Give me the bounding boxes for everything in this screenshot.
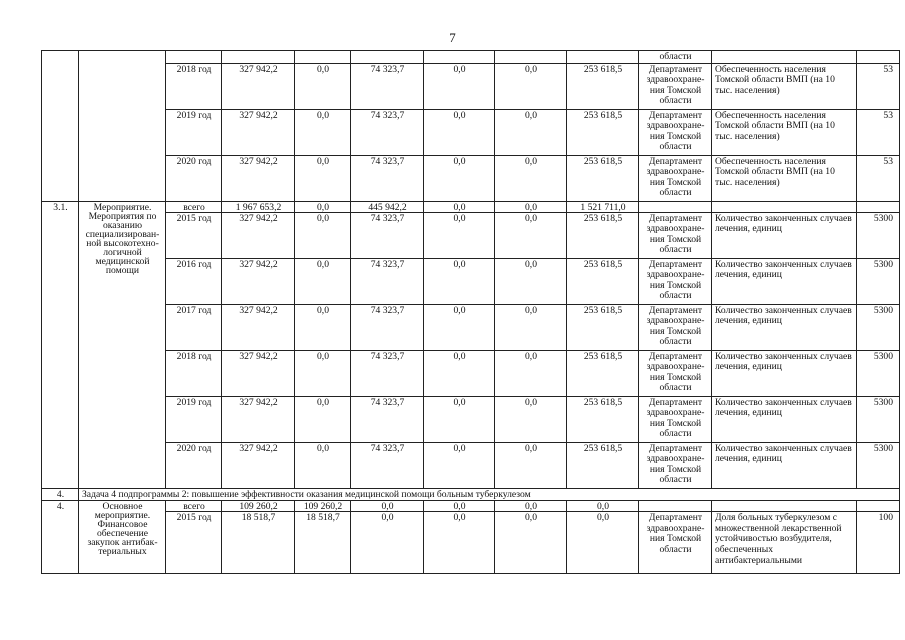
target-cell: 5300: [857, 396, 900, 442]
table-row: [42, 258, 900, 304]
year-cell: 2016 год: [166, 258, 222, 304]
year-cell: 2018 год: [166, 63, 222, 109]
federal-cell: 0,0: [295, 212, 351, 258]
regional-cell: 74 323,7: [351, 442, 424, 488]
department-cell: Департамент здравоохране-ния Томской области: [639, 442, 712, 488]
target-cell: 5300: [857, 258, 900, 304]
year-cell: 2019 год: [166, 396, 222, 442]
total-cell: 109 260,2: [222, 501, 295, 512]
other-cell: 0,0: [495, 350, 567, 396]
value-cell: [295, 51, 351, 64]
federal-cell: 0,0: [295, 396, 351, 442]
federal-cell: 0,0: [295, 201, 351, 212]
local-cell: 0,0: [424, 212, 495, 258]
total-cell: 327 942,2: [222, 304, 295, 350]
local-cell: 0,0: [424, 63, 495, 109]
extra-cell: 1 521 711,0: [567, 201, 639, 212]
total-cell: 18 518,7: [222, 512, 295, 574]
local-cell: 0,0: [424, 350, 495, 396]
total-cell: 327 942,2: [222, 442, 295, 488]
value-cell: [166, 51, 222, 64]
total-cell: 327 942,2: [222, 396, 295, 442]
federal-cell: 109 260,2: [295, 501, 351, 512]
page-number: 7: [449, 30, 456, 45]
extra-cell: 253 618,5: [567, 258, 639, 304]
regional-cell: 74 323,7: [351, 155, 424, 201]
name-cell: [79, 51, 166, 202]
department-cell: Департамент здравоохране-ния Томской области: [639, 212, 712, 258]
extra-cell: 253 618,5: [567, 109, 639, 155]
total-cell: 327 942,2: [222, 109, 295, 155]
other-cell: 0,0: [495, 442, 567, 488]
task-title-cell: Задача 4 подпрограммы 2: повышение эффективности оказания медицинской помощи больным туберкулезом: [79, 488, 900, 501]
target-cell: 5300: [857, 304, 900, 350]
year-cell: 2020 год: [166, 442, 222, 488]
local-cell: 0,0: [424, 201, 495, 212]
federal-cell: 0,0: [295, 304, 351, 350]
regional-cell: 74 323,7: [351, 258, 424, 304]
department-cell: [639, 501, 712, 512]
indicator-cell: [712, 501, 857, 512]
department-cell: Департамент здравоохране-ния Томской области: [639, 155, 712, 201]
table-row: [42, 201, 900, 212]
table-row: [42, 501, 900, 512]
extra-cell: 253 618,5: [567, 63, 639, 109]
target-cell: 100: [857, 512, 900, 574]
program-table: [41, 50, 900, 574]
target-cell: 5300: [857, 212, 900, 258]
department-cell: Департамент здравоохране-ния Томской области: [639, 304, 712, 350]
name-cell: Мероприятие. Мероприятия по оказанию специализирован-ной высокотехно-логичной медицинской помощи: [79, 201, 166, 488]
table-row: [42, 350, 900, 396]
department-cell: Департамент здравоохране-ния Томской области: [639, 258, 712, 304]
regional-cell: 74 323,7: [351, 109, 424, 155]
table-row: [42, 304, 900, 350]
indicator-cell: Количество законченных случаев лечения, единиц: [712, 304, 857, 350]
regional-cell: 74 323,7: [351, 396, 424, 442]
indicator-cell: [712, 51, 857, 64]
federal-cell: 0,0: [295, 63, 351, 109]
extra-cell: 253 618,5: [567, 442, 639, 488]
year-cell: всего: [166, 201, 222, 212]
department-cell: Департамент здравоохране-ния Томской области: [639, 350, 712, 396]
total-cell: 327 942,2: [222, 350, 295, 396]
year-cell: 2015 год: [166, 512, 222, 574]
regional-cell: 74 323,7: [351, 212, 424, 258]
federal-cell: 0,0: [295, 442, 351, 488]
table-row: [42, 155, 900, 201]
other-cell: 0,0: [495, 512, 567, 574]
local-cell: 0,0: [424, 109, 495, 155]
local-cell: 0,0: [424, 258, 495, 304]
table-row: [42, 51, 900, 64]
year-cell: 2018 год: [166, 350, 222, 396]
table-row: [42, 396, 900, 442]
indicator-cell: Обеспеченность населения Томской области ВМП (на 10 тыс. населения): [712, 63, 857, 109]
year-cell: 2015 год: [166, 212, 222, 258]
federal-cell: 0,0: [295, 350, 351, 396]
department-cell: области: [639, 51, 712, 64]
total-cell: 1 967 653,2: [222, 201, 295, 212]
year-cell: всего: [166, 501, 222, 512]
other-cell: 0,0: [495, 396, 567, 442]
indicator-cell: Количество законченных случаев лечения, единиц: [712, 396, 857, 442]
extra-cell: 253 618,5: [567, 304, 639, 350]
value-cell: [495, 51, 567, 64]
indicator-cell: [712, 201, 857, 212]
target-cell: [857, 501, 900, 512]
local-cell: 0,0: [424, 512, 495, 574]
local-cell: 0,0: [424, 396, 495, 442]
table-row: [42, 442, 900, 488]
table-row: [42, 63, 900, 109]
regional-cell: 74 323,7: [351, 350, 424, 396]
department-cell: Департамент здравоохране-ния Томской области: [639, 396, 712, 442]
extra-cell: 253 618,5: [567, 155, 639, 201]
local-cell: 0,0: [424, 501, 495, 512]
regional-cell: 445 942,2: [351, 201, 424, 212]
extra-cell: 253 618,5: [567, 212, 639, 258]
other-cell: 0,0: [495, 258, 567, 304]
target-cell: 53: [857, 155, 900, 201]
value-cell: [351, 51, 424, 64]
total-cell: 327 942,2: [222, 155, 295, 201]
extra-cell: 0,0: [567, 501, 639, 512]
target-cell: 53: [857, 63, 900, 109]
indicator-cell: Количество законченных случаев лечения, единиц: [712, 258, 857, 304]
table-row: [42, 109, 900, 155]
target-cell: 5300: [857, 350, 900, 396]
indicator-cell: Количество законченных случаев лечения, единиц: [712, 350, 857, 396]
table-row: [42, 212, 900, 258]
table-row: [42, 488, 900, 501]
indicator-cell: Обеспеченность населения Томской области ВМП (на 10 тыс. населения): [712, 109, 857, 155]
year-cell: 2017 год: [166, 304, 222, 350]
number-cell: 3.1.: [42, 201, 79, 488]
department-cell: Департамент здравоохране-ния Томской области: [639, 512, 712, 574]
regional-cell: 0,0: [351, 501, 424, 512]
total-cell: 327 942,2: [222, 212, 295, 258]
extra-cell: 0,0: [567, 512, 639, 574]
table-body: [42, 51, 900, 574]
target-cell: 5300: [857, 442, 900, 488]
task-number-cell: 4.: [42, 488, 79, 501]
regional-cell: 74 323,7: [351, 304, 424, 350]
year-cell: 2020 год: [166, 155, 222, 201]
value-cell: [222, 51, 295, 64]
other-cell: 0,0: [495, 304, 567, 350]
extra-cell: 253 618,5: [567, 396, 639, 442]
number-cell: 4.: [42, 501, 79, 574]
table-row: [42, 512, 900, 574]
department-cell: Департамент здравоохране-ния Томской области: [639, 63, 712, 109]
target-cell: [857, 51, 900, 64]
name-cell: Основное мероприятие. Финансовое обеспечение закупок антибак-териальных: [79, 501, 166, 574]
other-cell: 0,0: [495, 212, 567, 258]
number-cell: [42, 51, 79, 202]
indicator-cell: Доля больных туберкулезом с множественной лекарственной устойчивостью возбудителя, обеспеченных антибактериальными: [712, 512, 857, 574]
local-cell: 0,0: [424, 442, 495, 488]
indicator-cell: Обеспеченность населения Томской области ВМП (на 10 тыс. населения): [712, 155, 857, 201]
value-cell: [567, 51, 639, 64]
local-cell: 0,0: [424, 304, 495, 350]
department-cell: [639, 201, 712, 212]
total-cell: 327 942,2: [222, 63, 295, 109]
extra-cell: 253 618,5: [567, 350, 639, 396]
target-cell: [857, 201, 900, 212]
target-cell: 53: [857, 109, 900, 155]
other-cell: 0,0: [495, 109, 567, 155]
local-cell: 0,0: [424, 155, 495, 201]
year-cell: 2019 год: [166, 109, 222, 155]
other-cell: 0,0: [495, 155, 567, 201]
total-cell: 327 942,2: [222, 258, 295, 304]
department-cell: Департамент здравоохране-ния Томской области: [639, 109, 712, 155]
other-cell: 0,0: [495, 501, 567, 512]
federal-cell: 18 518,7: [295, 512, 351, 574]
indicator-cell: Количество законченных случаев лечения, единиц: [712, 442, 857, 488]
other-cell: 0,0: [495, 63, 567, 109]
regional-cell: 74 323,7: [351, 63, 424, 109]
federal-cell: 0,0: [295, 155, 351, 201]
other-cell: 0,0: [495, 201, 567, 212]
federal-cell: 0,0: [295, 258, 351, 304]
regional-cell: 0,0: [351, 512, 424, 574]
indicator-cell: Количество законченных случаев лечения, единиц: [712, 212, 857, 258]
federal-cell: 0,0: [295, 109, 351, 155]
value-cell: [424, 51, 495, 64]
